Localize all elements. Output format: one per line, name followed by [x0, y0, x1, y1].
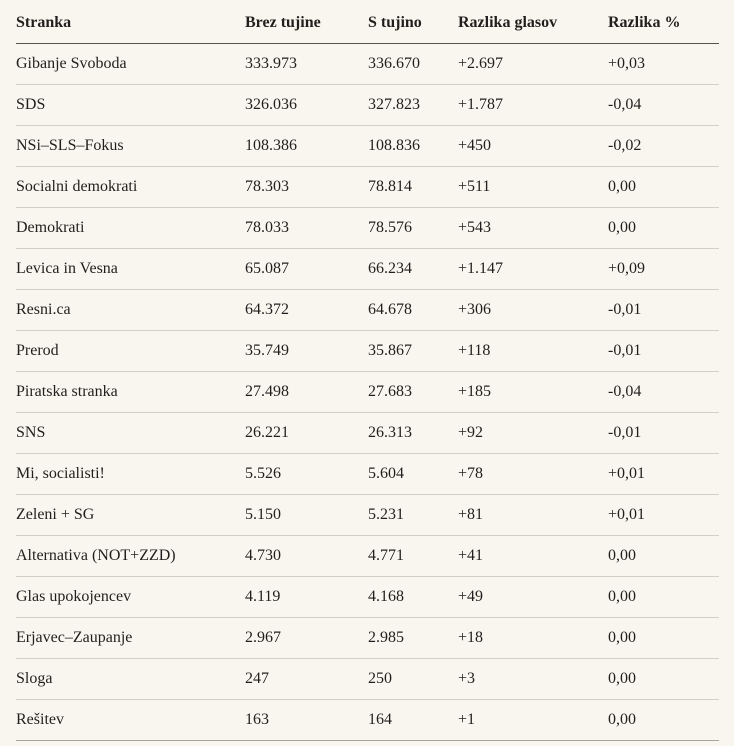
- cell-vote-difference: +543: [458, 208, 608, 249]
- cell-vote-difference: +306: [458, 290, 608, 331]
- table-body: [16, 44, 719, 741]
- table-row: [16, 208, 719, 249]
- cell-party-name: Gibanje Svoboda: [16, 44, 245, 85]
- cell-votes-without-abroad: 4.119: [245, 577, 368, 618]
- column-header-razlika-pct: Razlika %: [608, 0, 719, 44]
- cell-party-name: Erjavec–Zaupanje: [16, 618, 245, 659]
- column-header-razlika-glasov: Razlika glasov: [458, 0, 608, 44]
- cell-party-name: Levica in Vesna: [16, 249, 245, 290]
- cell-vote-difference: +1: [458, 700, 608, 741]
- cell-votes-with-abroad: 64.678: [368, 290, 458, 331]
- cell-vote-difference: +450: [458, 126, 608, 167]
- cell-votes-with-abroad: 26.313: [368, 413, 458, 454]
- cell-votes-without-abroad: 5.526: [245, 454, 368, 495]
- cell-votes-with-abroad: 66.234: [368, 249, 458, 290]
- cell-percent-difference: 0,00: [608, 536, 719, 577]
- cell-party-name: SNS: [16, 413, 245, 454]
- cell-votes-without-abroad: 26.221: [245, 413, 368, 454]
- cell-votes-without-abroad: 27.498: [245, 372, 368, 413]
- table-row: [16, 44, 719, 85]
- cell-vote-difference: +78: [458, 454, 608, 495]
- cell-party-name: Sloga: [16, 659, 245, 700]
- cell-percent-difference: -0,01: [608, 331, 719, 372]
- cell-vote-difference: +18: [458, 618, 608, 659]
- table-row: [16, 290, 719, 331]
- cell-party-name: Alternativa (NOT+ZZD): [16, 536, 245, 577]
- cell-vote-difference: +1.787: [458, 85, 608, 126]
- table-row: [16, 659, 719, 700]
- cell-votes-without-abroad: 4.730: [245, 536, 368, 577]
- cell-party-name: Mi, socialisti!: [16, 454, 245, 495]
- cell-percent-difference: +0,03: [608, 44, 719, 85]
- table-row: [16, 454, 719, 495]
- cell-votes-with-abroad: 4.771: [368, 536, 458, 577]
- cell-votes-with-abroad: 5.231: [368, 495, 458, 536]
- cell-percent-difference: -0,01: [608, 413, 719, 454]
- cell-percent-difference: 0,00: [608, 577, 719, 618]
- cell-percent-difference: +0,09: [608, 249, 719, 290]
- cell-votes-with-abroad: 78.814: [368, 167, 458, 208]
- cell-votes-without-abroad: 5.150: [245, 495, 368, 536]
- cell-votes-without-abroad: 108.386: [245, 126, 368, 167]
- cell-votes-without-abroad: 65.087: [245, 249, 368, 290]
- cell-percent-difference: 0,00: [608, 659, 719, 700]
- table-row: [16, 167, 719, 208]
- cell-party-name: Glas upokojencev: [16, 577, 245, 618]
- cell-party-name: Prerod: [16, 331, 245, 372]
- cell-party-name: Rešitev: [16, 700, 245, 741]
- table-row: [16, 413, 719, 454]
- table-row: [16, 331, 719, 372]
- cell-vote-difference: +2.697: [458, 44, 608, 85]
- cell-percent-difference: 0,00: [608, 208, 719, 249]
- column-header-brez-tujine: Brez tujine: [245, 0, 368, 44]
- cell-percent-difference: +0,01: [608, 495, 719, 536]
- cell-vote-difference: +3: [458, 659, 608, 700]
- cell-votes-with-abroad: 27.683: [368, 372, 458, 413]
- cell-vote-difference: +92: [458, 413, 608, 454]
- cell-votes-with-abroad: 2.985: [368, 618, 458, 659]
- cell-percent-difference: -0,01: [608, 290, 719, 331]
- cell-party-name: Demokrati: [16, 208, 245, 249]
- cell-vote-difference: +118: [458, 331, 608, 372]
- cell-percent-difference: -0,04: [608, 372, 719, 413]
- table-row: [16, 85, 719, 126]
- cell-votes-with-abroad: 164: [368, 700, 458, 741]
- table-row: [16, 249, 719, 290]
- cell-votes-with-abroad: 250: [368, 659, 458, 700]
- cell-vote-difference: +511: [458, 167, 608, 208]
- cell-votes-without-abroad: 78.303: [245, 167, 368, 208]
- cell-votes-without-abroad: 333.973: [245, 44, 368, 85]
- cell-votes-without-abroad: 247: [245, 659, 368, 700]
- cell-votes-without-abroad: 326.036: [245, 85, 368, 126]
- table-row: [16, 495, 719, 536]
- cell-votes-without-abroad: 78.033: [245, 208, 368, 249]
- cell-percent-difference: +0,01: [608, 454, 719, 495]
- table-header: [16, 0, 719, 44]
- column-header-s-tujino: S tujino: [368, 0, 458, 44]
- cell-percent-difference: 0,00: [608, 618, 719, 659]
- cell-votes-with-abroad: 108.836: [368, 126, 458, 167]
- cell-percent-difference: -0,04: [608, 85, 719, 126]
- header-row: [16, 0, 719, 44]
- cell-party-name: Resni.ca: [16, 290, 245, 331]
- cell-vote-difference: +81: [458, 495, 608, 536]
- cell-vote-difference: +185: [458, 372, 608, 413]
- cell-votes-with-abroad: 78.576: [368, 208, 458, 249]
- cell-percent-difference: 0,00: [608, 167, 719, 208]
- cell-percent-difference: -0,02: [608, 126, 719, 167]
- cell-votes-without-abroad: 163: [245, 700, 368, 741]
- cell-votes-with-abroad: 327.823: [368, 85, 458, 126]
- cell-votes-with-abroad: 336.670: [368, 44, 458, 85]
- cell-vote-difference: +41: [458, 536, 608, 577]
- cell-votes-with-abroad: 5.604: [368, 454, 458, 495]
- cell-party-name: NSi–SLS–Fokus: [16, 126, 245, 167]
- table-row: [16, 700, 719, 741]
- table-row: [16, 126, 719, 167]
- cell-votes-without-abroad: 2.967: [245, 618, 368, 659]
- cell-votes-with-abroad: 4.168: [368, 577, 458, 618]
- table-row: [16, 618, 719, 659]
- table-row: [16, 372, 719, 413]
- cell-party-name: SDS: [16, 85, 245, 126]
- cell-votes-without-abroad: 64.372: [245, 290, 368, 331]
- cell-party-name: Zeleni + SG: [16, 495, 245, 536]
- results-table: [16, 0, 719, 741]
- cell-party-name: Piratska stranka: [16, 372, 245, 413]
- cell-votes-with-abroad: 35.867: [368, 331, 458, 372]
- cell-vote-difference: +49: [458, 577, 608, 618]
- cell-party-name: Socialni demokrati: [16, 167, 245, 208]
- cell-votes-without-abroad: 35.749: [245, 331, 368, 372]
- table-row: [16, 536, 719, 577]
- column-header-stranka: Stranka: [16, 0, 245, 44]
- cell-vote-difference: +1.147: [458, 249, 608, 290]
- cell-percent-difference: 0,00: [608, 700, 719, 741]
- table-row: [16, 577, 719, 618]
